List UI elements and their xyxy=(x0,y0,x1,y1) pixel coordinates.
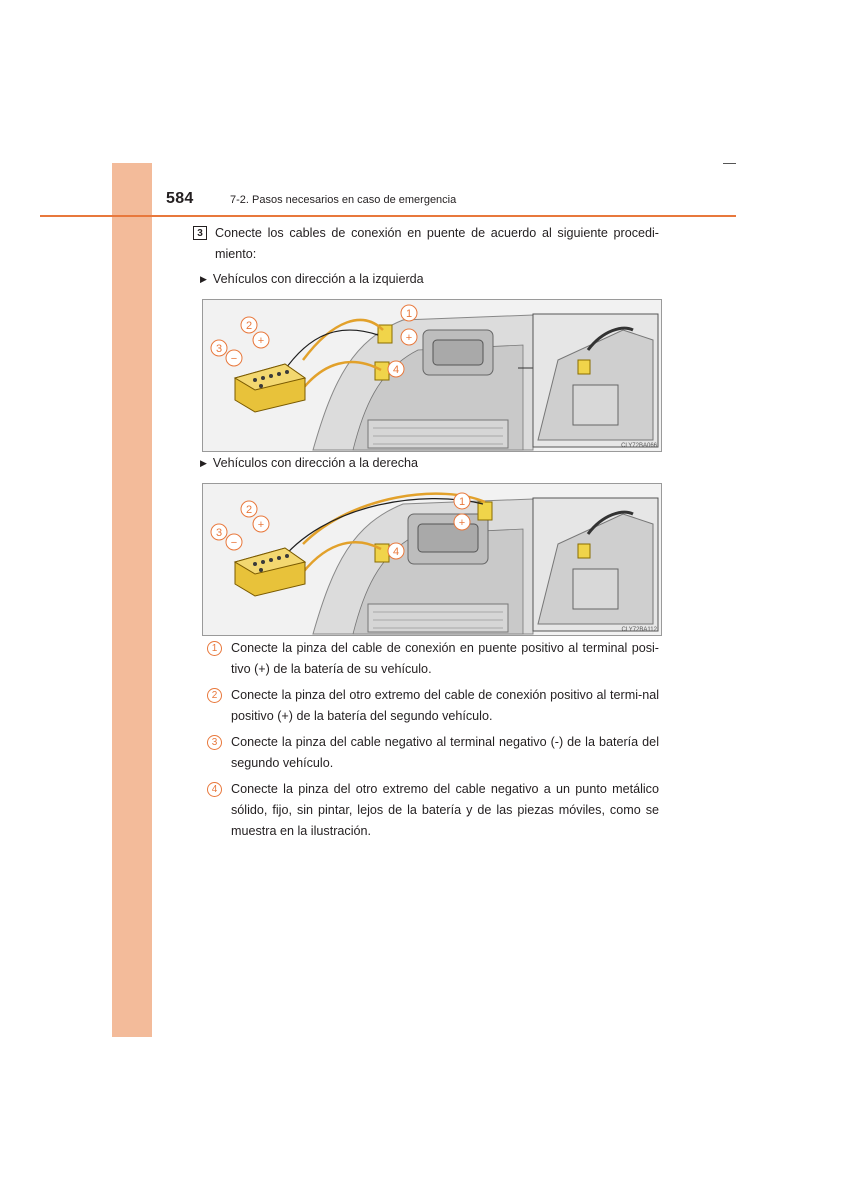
item-number: 1 xyxy=(207,641,222,656)
figure-left-hand-drive xyxy=(202,299,662,452)
figure-right-hand-drive xyxy=(202,483,662,636)
plus-sign: + xyxy=(458,517,466,529)
callout-4: 4 xyxy=(392,364,400,376)
variant-label: Vehículos con dirección a la derecha xyxy=(212,456,419,470)
minus-sign: − xyxy=(230,353,238,365)
callout-1: 1 xyxy=(405,308,413,320)
figure-code: CLY72BA066 xyxy=(621,443,657,449)
section-title: 7-2. Pasos necesarios en caso de emergencia xyxy=(230,194,457,206)
plus-sign: + xyxy=(405,332,413,344)
instruction-list xyxy=(207,638,659,847)
list-item xyxy=(207,685,659,727)
item-number: 2 xyxy=(207,688,222,703)
step-3 xyxy=(193,223,659,265)
header-rule xyxy=(40,215,736,217)
variant-right-hand-drive xyxy=(200,456,418,470)
callout-2: 2 xyxy=(245,504,253,516)
item-number: 4 xyxy=(207,782,222,797)
corner-mark xyxy=(723,163,736,164)
callouts xyxy=(203,300,661,451)
step-text: Conecte los cables de conexión en puente de acuerdo al siguiente procedi-miento: xyxy=(215,226,659,261)
variant-label: Vehículos con dirección a la izquierda xyxy=(212,272,424,286)
callout-1: 1 xyxy=(458,496,466,508)
plus-sign: + xyxy=(257,335,265,347)
page-header xyxy=(112,190,736,216)
side-tab xyxy=(112,163,152,1037)
callout-4: 4 xyxy=(392,546,400,558)
minus-sign: − xyxy=(230,537,238,549)
item-text: Conecte la pinza del cable negativo al terminal negativo (-) de la batería del segundo vehículo. xyxy=(231,735,659,770)
item-text: Conecte la pinza del cable de conexión en puente positivo al terminal posi-tivo (+) de la batería de su vehículo. xyxy=(231,641,659,676)
figure-code: CLY72BA112 xyxy=(621,627,657,633)
plus-sign: + xyxy=(257,519,265,531)
callout-3: 3 xyxy=(215,527,223,539)
list-item xyxy=(207,732,659,774)
callout-3: 3 xyxy=(215,343,223,355)
item-number: 3 xyxy=(207,735,222,750)
callouts xyxy=(203,484,661,635)
page-number: 584 xyxy=(166,190,194,207)
item-text: Conecte la pinza del otro extremo del cable negativo a un punto metálico sólido, fijo, sin pintar, lejos de la batería y de las piezas móviles, como se muestra en la ilustración. xyxy=(231,782,659,838)
item-text: Conecte la pinza del otro extremo del cable de conexión positivo al termi-nal positivo (+) de la batería del segundo vehículo. xyxy=(231,688,659,723)
triangle-right-icon: ▶ xyxy=(200,458,207,468)
variant-left-hand-drive xyxy=(200,272,424,286)
triangle-right-icon: ▶ xyxy=(200,274,207,284)
list-item xyxy=(207,779,659,842)
callout-2: 2 xyxy=(245,320,253,332)
step-badge: 3 xyxy=(193,226,207,240)
list-item xyxy=(207,638,659,680)
